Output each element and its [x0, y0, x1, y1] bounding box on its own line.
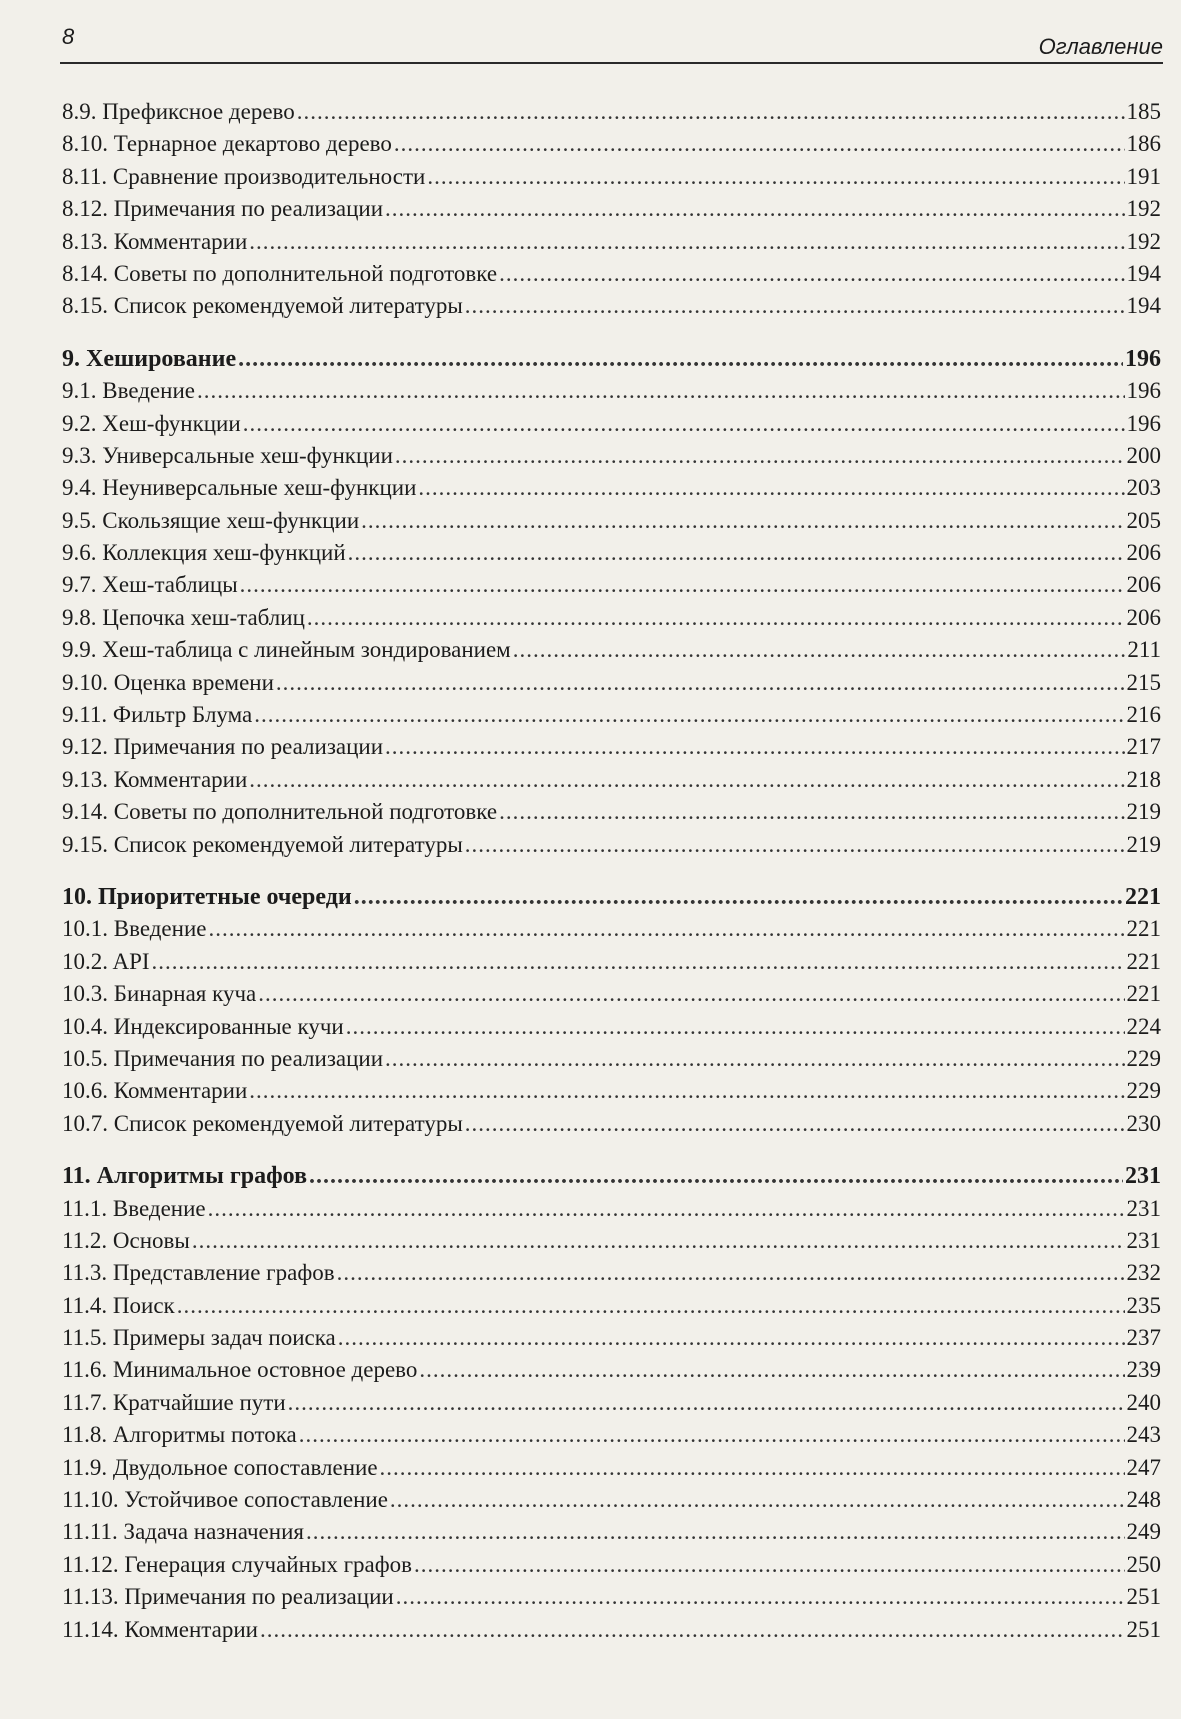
toc-entry-page: 196: [1126, 378, 1161, 404]
toc-section-row: [62, 667, 1161, 699]
toc-entry-title: 10.4. Индексированные кучи: [62, 1013, 344, 1039]
toc-entry-title: 11.7. Кратчайшие пути: [62, 1389, 286, 1415]
toc-entry-title: 9.11. Фильтр Блума: [62, 702, 253, 728]
toc-chapter-row: [62, 881, 1161, 913]
toc-entry-page: 218: [1126, 766, 1161, 792]
dot-leader: [288, 1387, 1125, 1419]
toc-entry-title: 11. Алгоритмы графов: [62, 1163, 308, 1190]
toc-section-row: [62, 1108, 1161, 1140]
toc-entry-title: 11.10. Устойчивое сопоставление: [62, 1487, 388, 1513]
toc-entry-page: 206: [1126, 604, 1161, 630]
toc-entry-title: 9.13. Комментарии: [62, 766, 248, 792]
dot-leader: [249, 764, 1124, 796]
toc-section-row: [62, 1290, 1161, 1322]
toc-entry-page: 235: [1126, 1292, 1161, 1318]
dot-leader: [385, 193, 1124, 225]
dot-leader: [385, 731, 1124, 763]
toc-chapter-row: [62, 343, 1161, 375]
toc-entry-title: 9.7. Хеш-таблицы: [62, 572, 238, 598]
dot-leader: [249, 226, 1124, 258]
toc-entry-title: 9.15. Список рекомендуемой литературы: [62, 831, 463, 857]
dot-leader: [299, 1419, 1125, 1451]
toc-section-row: [62, 193, 1161, 225]
toc-entry-page: 219: [1126, 799, 1161, 825]
toc-section-row: [62, 1257, 1161, 1289]
toc-entry-page: 237: [1126, 1325, 1161, 1351]
toc-entry-title: 9.9. Хеш-таблица с линейным зондированием: [62, 637, 511, 663]
toc-section-row: [62, 731, 1161, 763]
toc-entry-title: 10.5. Примечания по реализации: [62, 1045, 384, 1071]
toc-section-row: [62, 569, 1161, 601]
toc-section-row: [62, 1225, 1161, 1257]
toc-entry-page: 196: [1125, 345, 1161, 372]
toc-entry-title: 11.1. Введение: [62, 1195, 206, 1221]
toc-entry-page: 231: [1126, 1227, 1161, 1253]
toc-entry-title: 10. Приоритетные очереди: [62, 883, 352, 910]
dot-leader: [346, 1011, 1125, 1043]
toc-section-row: [62, 634, 1161, 666]
toc-entry-title: 8.12. Примечания по реализации: [62, 196, 384, 222]
toc-entry-title: 9.8. Цепочка хеш-таблиц: [62, 604, 305, 630]
dot-leader: [307, 602, 1125, 634]
dot-leader: [337, 1257, 1125, 1289]
toc-section-row: [62, 699, 1161, 731]
dot-leader: [395, 440, 1125, 472]
toc-entry-page: 239: [1126, 1357, 1161, 1383]
dot-leader: [238, 343, 1123, 375]
toc-section-row: [62, 226, 1161, 258]
toc-section-row: [62, 375, 1161, 407]
toc-section-row: [62, 1452, 1161, 1484]
toc-section-row: [62, 408, 1161, 440]
toc-entry-title: 9.4. Неуниверсальные хеш-функции: [62, 475, 417, 501]
dot-leader: [306, 1516, 1125, 1548]
toc-entry-title: 11.13. Примечания по реализации: [62, 1584, 394, 1610]
toc-entry-page: 185: [1126, 99, 1161, 124]
toc-entry-page: 224: [1126, 1013, 1161, 1039]
toc-entry-title: 8.14. Советы по дополнительной подготовке: [62, 260, 498, 286]
dot-leader: [499, 796, 1124, 828]
toc-section-row: [62, 440, 1161, 472]
dot-leader: [276, 667, 1125, 699]
toc-section-row: [62, 1354, 1161, 1386]
toc-section-row: [62, 602, 1161, 634]
toc-section-row: [62, 1322, 1161, 1354]
toc-entry-title: 11.4. Поиск: [62, 1292, 175, 1318]
dot-leader: [208, 1193, 1125, 1225]
dot-leader: [465, 290, 1125, 322]
dot-leader: [208, 913, 1124, 945]
toc-entry-title: 9.12. Примечания по реализации: [62, 734, 384, 760]
toc-entry-title: 9.14. Советы по дополнительной подготовке: [62, 799, 498, 825]
toc-section-row: [62, 1011, 1161, 1043]
toc-entry-page: 240: [1126, 1389, 1161, 1415]
table-of-contents: [62, 96, 1161, 1646]
toc-section-row: [62, 978, 1161, 1010]
toc-section-row: [62, 946, 1161, 978]
dot-leader: [152, 946, 1125, 978]
toc-entry-title: 11.5. Примеры задач поиска: [62, 1325, 336, 1351]
toc-entry-title: 8.10. Тернарное декартово дерево: [62, 131, 392, 157]
toc-entry-title: 10.6. Комментарии: [62, 1078, 248, 1104]
toc-entry-title: 11.12. Генерация случайных графов: [62, 1551, 413, 1577]
toc-entry-title: 11.3. Представление графов: [62, 1260, 335, 1286]
toc-entry-title: 10.7. Список рекомендуемой литературы: [62, 1110, 463, 1136]
dot-leader: [499, 258, 1124, 290]
toc-entry-page: 251: [1126, 1584, 1161, 1610]
toc-section-row: [62, 913, 1161, 945]
toc-entry-title: 9. Хеширование: [62, 345, 237, 372]
page-number: 8: [62, 24, 75, 49]
toc-section-row: [62, 505, 1161, 537]
running-title: Оглавление: [1038, 34, 1163, 59]
toc-entry-title: 9.5. Скользящие хеш-функции: [62, 507, 360, 533]
toc-section-row: [62, 1075, 1161, 1107]
toc-entry-title: 11.6. Минимальное остовное дерево: [62, 1357, 418, 1383]
toc-section-row: [62, 1581, 1161, 1613]
toc-section-row: [62, 1516, 1161, 1548]
toc-chapter-row: [62, 1160, 1161, 1192]
dot-leader: [354, 881, 1123, 913]
toc-entry-title: 8.9. Префиксное дерево: [62, 99, 295, 124]
toc-entry-page: 206: [1126, 540, 1161, 566]
toc-entry-page: 243: [1126, 1422, 1161, 1448]
toc-entry-page: 192: [1126, 196, 1161, 222]
toc-entry-page: 219: [1126, 831, 1161, 857]
dot-leader: [297, 96, 1125, 128]
toc-section-row: [62, 472, 1161, 504]
dot-leader: [385, 1043, 1124, 1075]
dot-leader: [465, 829, 1125, 861]
toc-entry-page: 230: [1126, 1110, 1161, 1136]
toc-entry-page: 203: [1126, 475, 1161, 501]
dot-leader: [396, 1581, 1125, 1613]
toc-entry-title: 8.11. Сравнение производительности: [62, 163, 426, 189]
toc-entry-title: 9.2. Хеш-функции: [62, 410, 241, 436]
toc-section-row: [62, 1043, 1161, 1075]
dot-leader: [348, 537, 1125, 569]
toc-entry-title: 11.9. Двудольное сопоставление: [62, 1454, 378, 1480]
toc-section-row: [62, 1193, 1161, 1225]
toc-entry-page: 206: [1126, 572, 1161, 598]
toc-section-row: [62, 1614, 1161, 1646]
page-header: [60, 22, 1163, 64]
toc-entry-page: 216: [1126, 702, 1161, 728]
toc-entry-title: 11.14. Комментарии: [62, 1616, 258, 1642]
dot-leader: [309, 1160, 1123, 1192]
toc-section-row: [62, 1484, 1161, 1516]
toc-entry-page: 186: [1126, 131, 1161, 157]
toc-section-row: [62, 537, 1161, 569]
toc-entry-page: 231: [1126, 1195, 1161, 1221]
dot-leader: [394, 128, 1125, 160]
toc-entry-page: 200: [1126, 442, 1161, 468]
dot-leader: [361, 505, 1124, 537]
dot-leader: [390, 1484, 1125, 1516]
toc-entry-title: 10.2. API: [62, 948, 150, 974]
toc-entry-page: 249: [1126, 1519, 1161, 1545]
toc-entry-page: 217: [1126, 734, 1161, 760]
toc-section-row: [62, 764, 1161, 796]
toc-entry-page: 229: [1126, 1078, 1161, 1104]
toc-entry-page: 221: [1126, 948, 1161, 974]
toc-entry-page: 221: [1126, 981, 1161, 1007]
toc-entry-title: 10.1. Введение: [62, 916, 207, 942]
toc-entry-page: 221: [1126, 916, 1161, 942]
dot-leader: [465, 1108, 1125, 1140]
toc-entry-page: 229: [1126, 1045, 1161, 1071]
dot-leader: [192, 1225, 1125, 1257]
toc-section-row: [62, 290, 1161, 322]
toc-entry-title: 11.2. Основы: [62, 1227, 190, 1253]
toc-entry-title: 11.11. Задача назначения: [62, 1519, 304, 1545]
toc-section-row: [62, 161, 1161, 193]
dot-leader: [414, 1549, 1124, 1581]
toc-entry-page: 196: [1126, 410, 1161, 436]
dot-leader: [258, 978, 1124, 1010]
toc-entry-page: 231: [1125, 1163, 1161, 1190]
dot-leader: [380, 1452, 1125, 1484]
toc-entry-page: 211: [1127, 637, 1161, 663]
dot-leader: [338, 1322, 1125, 1354]
toc-entry-title: 9.10. Оценка времени: [62, 669, 274, 695]
dot-leader: [418, 472, 1124, 504]
toc-section-row: [62, 1387, 1161, 1419]
dot-leader: [419, 1354, 1124, 1386]
toc-section-row: [62, 96, 1161, 128]
toc-entry-page: 194: [1126, 260, 1161, 286]
toc-entry-page: 194: [1126, 293, 1161, 319]
toc-section-row: [62, 258, 1161, 290]
toc-entry-page: 221: [1125, 883, 1161, 910]
toc-entry-page: 205: [1126, 507, 1161, 533]
toc-entry-page: 191: [1126, 163, 1161, 189]
dot-leader: [249, 1075, 1124, 1107]
dot-leader: [240, 569, 1125, 601]
dot-leader: [243, 408, 1125, 440]
toc-entry-title: 9.3. Универсальные хеш-функции: [62, 442, 393, 468]
toc-section-row: [62, 829, 1161, 861]
toc-entry-page: 232: [1126, 1260, 1161, 1286]
toc-entry-title: 8.13. Комментарии: [62, 228, 248, 254]
dot-leader: [260, 1614, 1125, 1646]
toc-entry-page: 248: [1126, 1487, 1161, 1513]
toc-section-row: [62, 796, 1161, 828]
toc-entry-title: 9.1. Введение: [62, 378, 195, 404]
toc-entry-page: 251: [1126, 1616, 1161, 1642]
dot-leader: [197, 375, 1125, 407]
toc-entry-title: 10.3. Бинарная куча: [62, 981, 257, 1007]
dot-leader: [513, 634, 1126, 666]
toc-entry-page: 247: [1126, 1454, 1161, 1480]
dot-leader: [177, 1290, 1125, 1322]
toc-entry-title: 8.15. Список рекомендуемой литературы: [62, 293, 463, 319]
toc-entry-title: 9.6. Коллекция хеш-функций: [62, 540, 346, 566]
toc-entry-page: 192: [1126, 228, 1161, 254]
toc-entry-title: 11.8. Алгоритмы потока: [62, 1422, 297, 1448]
toc-section-row: [62, 1549, 1161, 1581]
dot-leader: [254, 699, 1124, 731]
toc-section-row: [62, 1419, 1161, 1451]
toc-entry-page: 250: [1126, 1551, 1161, 1577]
toc-section-row: [62, 128, 1161, 160]
dot-leader: [427, 161, 1124, 193]
toc-entry-page: 215: [1126, 669, 1161, 695]
